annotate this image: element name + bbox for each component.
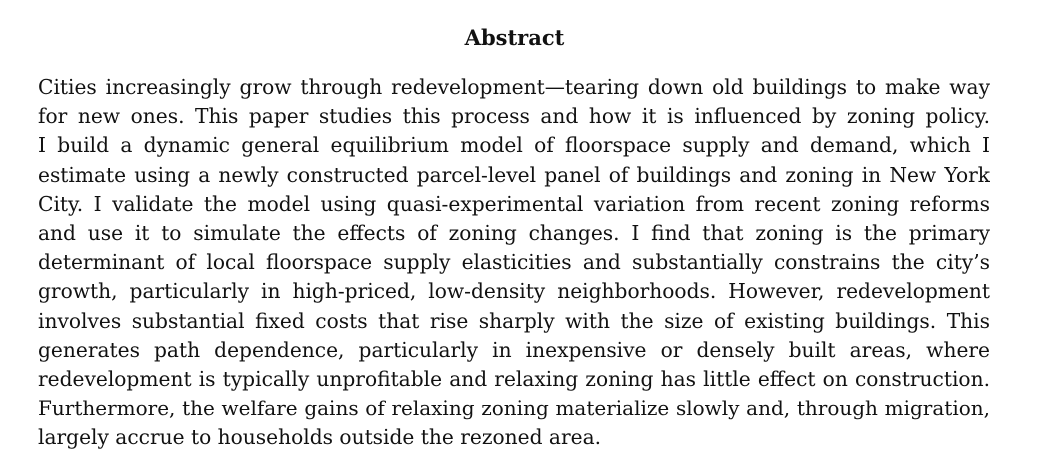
abstract-heading: Abstract bbox=[464, 25, 565, 50]
abstract-line-6: and use it to simulate the effects of zoning changes. I find that zoning is the primary bbox=[38, 220, 990, 245]
abstract-body bbox=[38, 73, 990, 452]
abstract-line-13: largely accrue to households outside the rezoned area. bbox=[38, 425, 602, 450]
abstract-line-10: generates path dependence, particularly in inexpensive or densely built areas, where bbox=[38, 337, 990, 362]
abstract-line-5: City. I validate the model using quasi-experimental variation from recent zoning reforms bbox=[38, 191, 990, 216]
abstract-line-1: Cities increasingly grow through redevelopment—tearing down old buildings to make way bbox=[38, 75, 990, 99]
abstract-line-8: growth, particularly in high-priced, low-density neighborhoods. However, redevelopment bbox=[38, 279, 990, 304]
abstract-line-11: redevelopment is typically unprofitable and relaxing zoning has little effect on construction. bbox=[38, 366, 990, 391]
abstract-line-9: involves substantial fixed costs that rise sharply with the size of existing buildings. This bbox=[38, 308, 990, 333]
abstract-line-3: I build a dynamic general equilibrium model of floorspace supply and demand, which I bbox=[38, 133, 990, 158]
abstract-line-7: determinant of local floorspace supply elasticities and substantially constrains the city’s bbox=[38, 250, 990, 275]
abstract-line-4: estimate using a newly constructed parcel-level panel of buildings and zoning in New York bbox=[38, 162, 990, 187]
abstract-line-2: for new ones. This paper studies this process and how it is influenced by zoning policy. bbox=[38, 104, 990, 129]
abstract-line-12: Furthermore, the welfare gains of relaxing zoning materialize slowly and, through migration, bbox=[38, 396, 990, 421]
